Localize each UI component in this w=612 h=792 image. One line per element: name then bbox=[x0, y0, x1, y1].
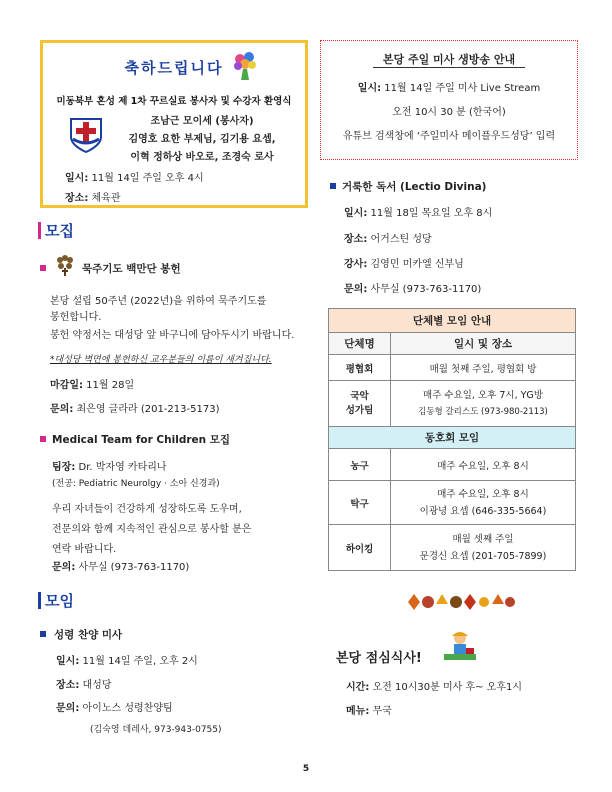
rosary-body: 봉헌 약정서는 대성당 앞 바구니에 담아두시기 바랍니다. bbox=[50, 330, 295, 341]
congrats-title: 축하드립니다 bbox=[124, 59, 224, 77]
medical-specialty: (전공: Pediatric Neurolgy · 소아 신경과) bbox=[52, 479, 220, 489]
gather-section-title: 모임 bbox=[38, 590, 74, 611]
livestream-box bbox=[320, 40, 578, 160]
section-bar bbox=[38, 222, 41, 239]
section-bullet bbox=[40, 631, 46, 637]
livestream-time: 오전 10시 30 분 (한국어) bbox=[392, 107, 506, 118]
flower-bouquet-icon bbox=[231, 51, 259, 81]
medical-body: 우리 자녀들이 건강하게 성장하도록 도우며, bbox=[52, 504, 242, 515]
honoree-line: 이혁 정하상 바오로, 조경숙 로사 bbox=[130, 152, 274, 163]
lectio-heading: 거룩한 독서 (Lectio Divina) bbox=[342, 181, 487, 193]
group-name: 국악 성가팀 bbox=[329, 381, 391, 427]
rosary-body: 봉헌합니다. bbox=[50, 312, 102, 323]
table-caption: 단체별 모임 안내 bbox=[329, 309, 576, 333]
group-name: 농구 bbox=[329, 449, 391, 481]
section-bullet bbox=[330, 183, 336, 189]
lectio-contact: 문의: 사무실 (973-763-1170) bbox=[344, 284, 482, 295]
lunch-time: 시간: 오전 10시30분 미사 후~ 오후1시 bbox=[346, 682, 523, 693]
table-row bbox=[329, 481, 576, 525]
congrats-subtitle: 미동북부 혼성 제 1차 꾸르실료 봉사자 및 수강자 환영식 bbox=[56, 96, 292, 107]
mass-date: 일시: 11월 14일 주일, 오후 2시 bbox=[56, 656, 198, 667]
table-row bbox=[329, 449, 576, 481]
autumn-leaves-icon bbox=[404, 590, 516, 612]
lectio-lecturer: 강사: 김영민 미카엘 신부님 bbox=[344, 259, 464, 270]
rosary-deadline: 마감일: 11월 28일 bbox=[50, 380, 135, 391]
medical-body: 연락 바랍니다. bbox=[52, 544, 117, 555]
club-caption: 동호회 모임 bbox=[329, 427, 576, 449]
mass-heading: 성령 찬양 미사 bbox=[54, 629, 123, 641]
group-info: 매주 수요일, 오후 8시 이광녕 요셉 (646-335-5664) bbox=[391, 481, 576, 525]
medical-contact: 문의: 사무실 (973-763-1170) bbox=[52, 562, 190, 573]
group-name: 탁구 bbox=[329, 481, 391, 525]
section-bar bbox=[38, 592, 41, 609]
group-name: 하이킹 bbox=[329, 525, 391, 571]
congrats-place: 장소: 체육관 bbox=[65, 193, 121, 204]
lectio-place: 장소: 어거스틴 성당 bbox=[344, 234, 432, 245]
heading-underline bbox=[373, 67, 525, 68]
medical-lead: 팀장: Dr. 박자영 카타리나 bbox=[52, 462, 167, 473]
group-schedule-table bbox=[328, 308, 576, 571]
rosary-heading: 묵주기도 백만단 봉헌 bbox=[82, 263, 181, 275]
lunch-menu: 메뉴: 무국 bbox=[346, 706, 392, 717]
lectio-date: 일시: 11월 18일 목요일 오후 8시 bbox=[344, 208, 493, 219]
table-row bbox=[329, 381, 576, 427]
section-bullet bbox=[40, 265, 46, 271]
rosary-icon bbox=[54, 254, 78, 276]
recruit-section-title: 모집 bbox=[38, 220, 74, 241]
honoree-line: 조남근 모이세 (봉사자) bbox=[150, 116, 254, 127]
picnic-icon bbox=[440, 630, 480, 664]
group-info: 매주 수요일, 오후 7시, YG방 김동형 갈리스도 (973-980-2113) bbox=[391, 381, 576, 427]
congrats-box bbox=[40, 40, 308, 208]
cursillo-shield-icon bbox=[69, 117, 103, 153]
group-info: 매월 셋째 주일 문경신 요셉 (201-705-7899) bbox=[391, 525, 576, 571]
mass-contact: 문의: 아이노스 성령찬양팀 bbox=[56, 703, 173, 714]
table-row bbox=[329, 355, 576, 381]
group-info: 매주 수요일, 오후 8시 bbox=[391, 449, 576, 481]
page-number: 5 bbox=[302, 764, 310, 774]
column-header: 일시 및 장소 bbox=[391, 333, 576, 355]
rosary-body: 본당 설립 50주년 (2022년)을 위하여 묵주기도를 bbox=[50, 296, 267, 307]
congrats-date: 일시: 11월 14일 주일 오후 4시 bbox=[65, 173, 204, 184]
lunch-heading: 본당 점심식사! bbox=[336, 651, 422, 666]
honoree-names bbox=[103, 113, 301, 167]
table-row bbox=[329, 525, 576, 571]
medical-heading: Medical Team for Children 모집 bbox=[52, 434, 231, 446]
honoree-line: 김영호 요한 부제님, 김기용 요셉, bbox=[128, 134, 276, 145]
medical-body: 전문의와 함께 지속적인 관심으로 봉사할 분은 bbox=[52, 524, 252, 535]
rosary-contact: 문의: 최은영 글라라 (201-213-5173) bbox=[50, 404, 220, 415]
section-bullet bbox=[40, 436, 46, 442]
livestream-instructions: 유튜브 검색창에 ‘주일미사 메이플우드성당’ 입력 bbox=[342, 131, 556, 142]
group-name: 평협회 bbox=[329, 355, 391, 381]
livestream-heading: 본당 주일 미사 생방송 안내 bbox=[382, 53, 516, 66]
livestream-date: 일시: 11월 14일 주일 미사 Live Stream bbox=[357, 83, 541, 94]
column-header: 단체명 bbox=[329, 333, 391, 355]
rosary-note: *대성당 벽면에 봉헌하신 교우분들의 이름이 새겨집니다. bbox=[50, 355, 272, 365]
group-info: 매월 첫째 주일, 평협회 방 bbox=[391, 355, 576, 381]
mass-place: 장소: 대성당 bbox=[56, 680, 112, 691]
mass-contact-person: (김숙영 데레사, 973-943-0755) bbox=[90, 725, 222, 735]
